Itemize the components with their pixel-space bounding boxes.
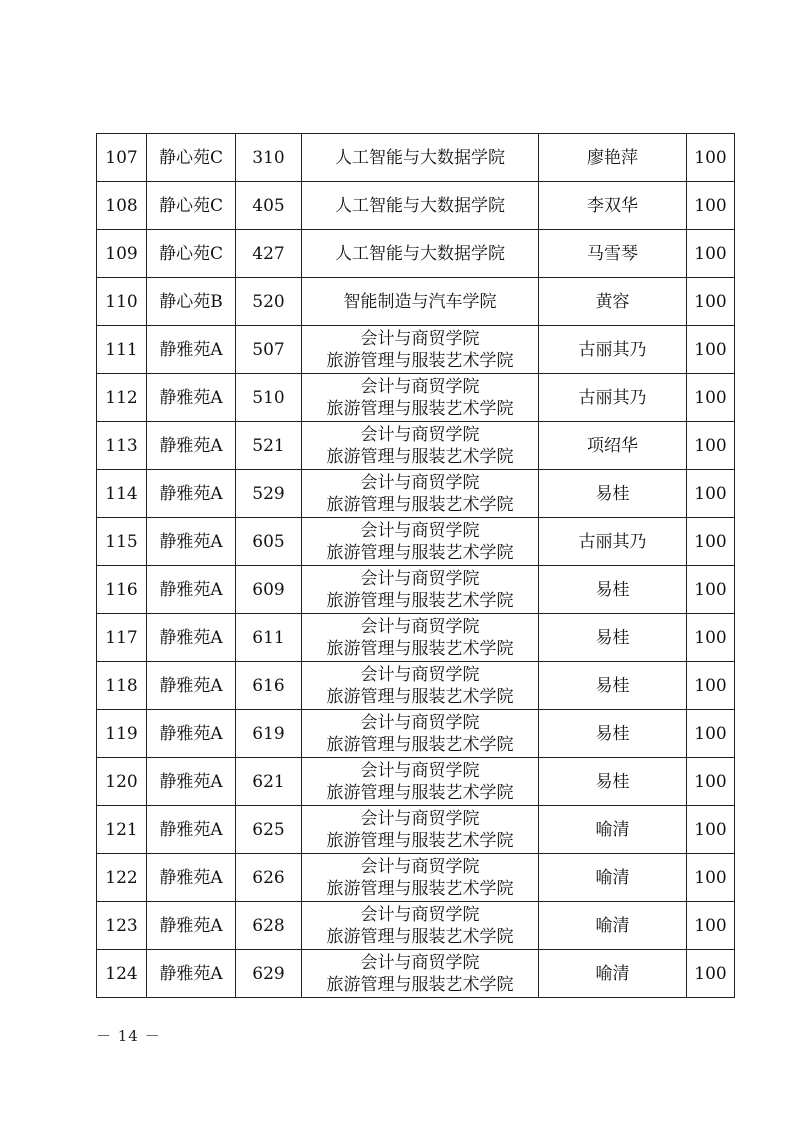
score-cell: 100 — [687, 806, 735, 854]
college-cell — [302, 806, 539, 854]
row-number-cell: 115 — [97, 518, 147, 566]
college-name: 旅游管理与服装艺术学院 — [326, 830, 514, 851]
college-cell — [302, 422, 539, 470]
score-cell: 100 — [687, 134, 735, 182]
college-cell — [302, 950, 539, 998]
college-cell — [302, 902, 539, 950]
college-name: 会计与商贸学院 — [360, 520, 480, 541]
college-name: 旅游管理与服装艺术学院 — [326, 638, 514, 659]
responsible-person-cell: 古丽其乃 — [539, 518, 687, 566]
room-number-cell: 529 — [236, 470, 302, 518]
row-number-cell: 119 — [97, 710, 147, 758]
responsible-person-cell: 易桂 — [539, 470, 687, 518]
row-number-cell: 122 — [97, 854, 147, 902]
row-number-cell: 118 — [97, 662, 147, 710]
score-cell: 100 — [687, 662, 735, 710]
room-number-cell: 310 — [236, 134, 302, 182]
room-number-cell: 626 — [236, 854, 302, 902]
college-name: 旅游管理与服装艺术学院 — [326, 590, 514, 611]
table-row — [97, 902, 735, 950]
room-number-cell: 619 — [236, 710, 302, 758]
responsible-person-cell: 易桂 — [539, 710, 687, 758]
responsible-person-cell: 喻清 — [539, 902, 687, 950]
building-cell: 静雅苑A — [147, 854, 236, 902]
college-name: 旅游管理与服装艺术学院 — [326, 974, 514, 995]
college-name: 旅游管理与服装艺术学院 — [326, 926, 514, 947]
table-row — [97, 614, 735, 662]
dormitory-score-table — [96, 133, 735, 998]
building-cell: 静心苑C — [147, 134, 236, 182]
responsible-person-cell: 喻清 — [539, 806, 687, 854]
score-cell: 100 — [687, 854, 735, 902]
building-cell: 静雅苑A — [147, 422, 236, 470]
responsible-person-cell: 易桂 — [539, 662, 687, 710]
table-row — [97, 230, 735, 278]
score-cell: 100 — [687, 518, 735, 566]
college-name: 会计与商贸学院 — [360, 472, 480, 493]
college-cell — [302, 278, 539, 326]
table-row — [97, 854, 735, 902]
row-number-cell: 113 — [97, 422, 147, 470]
college-name: 会计与商贸学院 — [360, 616, 480, 637]
college-name: 智能制造与汽车学院 — [343, 291, 497, 312]
building-cell: 静雅苑A — [147, 806, 236, 854]
building-cell: 静雅苑A — [147, 902, 236, 950]
row-number-cell: 121 — [97, 806, 147, 854]
college-name: 会计与商贸学院 — [360, 760, 480, 781]
score-cell: 100 — [687, 614, 735, 662]
row-number-cell: 107 — [97, 134, 147, 182]
college-name: 旅游管理与服装艺术学院 — [326, 494, 514, 515]
table-row — [97, 518, 735, 566]
college-name: 会计与商贸学院 — [360, 856, 480, 877]
room-number-cell: 609 — [236, 566, 302, 614]
responsible-person-cell: 易桂 — [539, 566, 687, 614]
row-number-cell: 109 — [97, 230, 147, 278]
responsible-person-cell: 黄容 — [539, 278, 687, 326]
room-number-cell: 629 — [236, 950, 302, 998]
building-cell: 静雅苑A — [147, 470, 236, 518]
table-row — [97, 758, 735, 806]
table-row — [97, 566, 735, 614]
table-row — [97, 422, 735, 470]
college-name: 会计与商贸学院 — [360, 664, 480, 685]
row-number-cell: 123 — [97, 902, 147, 950]
college-cell — [302, 614, 539, 662]
table-body — [97, 134, 735, 998]
college-cell — [302, 374, 539, 422]
table-row — [97, 806, 735, 854]
table-row — [97, 278, 735, 326]
college-cell — [302, 566, 539, 614]
college-name: 人工智能与大数据学院 — [335, 195, 505, 216]
row-number-cell: 120 — [97, 758, 147, 806]
college-cell — [302, 326, 539, 374]
college-name: 旅游管理与服装艺术学院 — [326, 446, 514, 467]
room-number-cell: 628 — [236, 902, 302, 950]
college-cell — [302, 758, 539, 806]
building-cell: 静心苑C — [147, 182, 236, 230]
score-cell: 100 — [687, 422, 735, 470]
score-cell: 100 — [687, 374, 735, 422]
college-name: 旅游管理与服装艺术学院 — [326, 734, 514, 755]
responsible-person-cell: 古丽其乃 — [539, 326, 687, 374]
college-name: 会计与商贸学院 — [360, 808, 480, 829]
building-cell: 静雅苑A — [147, 374, 236, 422]
building-cell: 静雅苑A — [147, 326, 236, 374]
table-row — [97, 662, 735, 710]
row-number-cell: 116 — [97, 566, 147, 614]
building-cell: 静雅苑A — [147, 758, 236, 806]
building-cell: 静雅苑A — [147, 662, 236, 710]
college-name: 会计与商贸学院 — [360, 424, 480, 445]
score-cell: 100 — [687, 326, 735, 374]
score-cell: 100 — [687, 758, 735, 806]
college-name: 会计与商贸学院 — [360, 712, 480, 733]
room-number-cell: 520 — [236, 278, 302, 326]
building-cell: 静心苑B — [147, 278, 236, 326]
responsible-person-cell: 项绍华 — [539, 422, 687, 470]
score-cell: 100 — [687, 950, 735, 998]
score-cell: 100 — [687, 566, 735, 614]
college-cell — [302, 518, 539, 566]
row-number-cell: 117 — [97, 614, 147, 662]
college-cell — [302, 662, 539, 710]
building-cell: 静雅苑A — [147, 710, 236, 758]
college-name: 旅游管理与服装艺术学院 — [326, 878, 514, 899]
building-cell: 静雅苑A — [147, 950, 236, 998]
responsible-person-cell: 马雪琴 — [539, 230, 687, 278]
row-number-cell: 110 — [97, 278, 147, 326]
college-name: 会计与商贸学院 — [360, 376, 480, 397]
room-number-cell: 510 — [236, 374, 302, 422]
college-name: 会计与商贸学院 — [360, 904, 480, 925]
room-number-cell: 616 — [236, 662, 302, 710]
college-name: 旅游管理与服装艺术学院 — [326, 398, 514, 419]
responsible-person-cell: 古丽其乃 — [539, 374, 687, 422]
room-number-cell: 427 — [236, 230, 302, 278]
responsible-person-cell: 廖艳萍 — [539, 134, 687, 182]
table-row — [97, 470, 735, 518]
row-number-cell: 114 — [97, 470, 147, 518]
table-row — [97, 182, 735, 230]
room-number-cell: 405 — [236, 182, 302, 230]
college-cell — [302, 230, 539, 278]
table-row — [97, 326, 735, 374]
responsible-person-cell: 易桂 — [539, 758, 687, 806]
college-name: 旅游管理与服装艺术学院 — [326, 542, 514, 563]
table-row — [97, 710, 735, 758]
row-number-cell: 111 — [97, 326, 147, 374]
college-cell — [302, 470, 539, 518]
college-cell — [302, 710, 539, 758]
college-name: 人工智能与大数据学院 — [335, 147, 505, 168]
responsible-person-cell: 李双华 — [539, 182, 687, 230]
building-cell: 静雅苑A — [147, 614, 236, 662]
college-name: 会计与商贸学院 — [360, 568, 480, 589]
college-name: 会计与商贸学院 — [360, 328, 480, 349]
college-name: 旅游管理与服装艺术学院 — [326, 782, 514, 803]
responsible-person-cell: 易桂 — [539, 614, 687, 662]
score-cell: 100 — [687, 710, 735, 758]
table-row — [97, 374, 735, 422]
college-cell — [302, 134, 539, 182]
college-name: 会计与商贸学院 — [360, 952, 480, 973]
responsible-person-cell: 喻清 — [539, 854, 687, 902]
score-cell: 100 — [687, 230, 735, 278]
college-name: 人工智能与大数据学院 — [335, 243, 505, 264]
room-number-cell: 611 — [236, 614, 302, 662]
building-cell: 静心苑C — [147, 230, 236, 278]
building-cell: 静雅苑A — [147, 518, 236, 566]
college-name: 旅游管理与服装艺术学院 — [326, 350, 514, 371]
page-number: － 14 － — [96, 1027, 161, 1045]
score-cell: 100 — [687, 902, 735, 950]
responsible-person-cell: 喻清 — [539, 950, 687, 998]
room-number-cell: 605 — [236, 518, 302, 566]
room-number-cell: 521 — [236, 422, 302, 470]
score-cell: 100 — [687, 182, 735, 230]
table-row — [97, 950, 735, 998]
room-number-cell: 507 — [236, 326, 302, 374]
score-cell: 100 — [687, 278, 735, 326]
college-cell — [302, 854, 539, 902]
building-cell: 静雅苑A — [147, 566, 236, 614]
college-name: 旅游管理与服装艺术学院 — [326, 686, 514, 707]
college-cell — [302, 182, 539, 230]
table-row — [97, 134, 735, 182]
row-number-cell: 108 — [97, 182, 147, 230]
score-cell: 100 — [687, 470, 735, 518]
room-number-cell: 625 — [236, 806, 302, 854]
row-number-cell: 112 — [97, 374, 147, 422]
room-number-cell: 621 — [236, 758, 302, 806]
row-number-cell: 124 — [97, 950, 147, 998]
